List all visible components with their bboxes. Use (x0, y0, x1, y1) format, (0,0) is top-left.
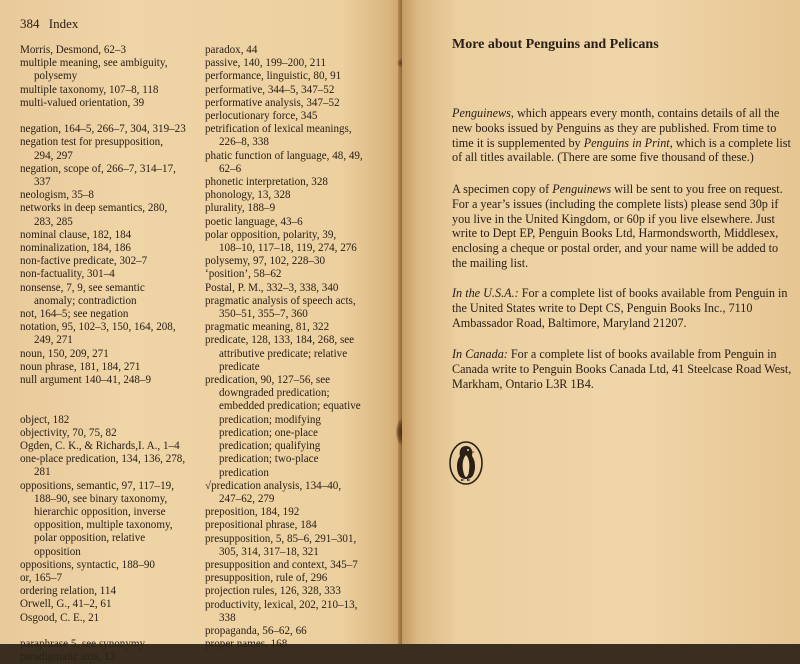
index-entry-continuation: 108–10, 117–18, 119, 274, 276 (219, 242, 357, 255)
index-entry: noun phrase, 181, 184, 271 (20, 360, 141, 373)
italic-lead: In Canada: (452, 347, 508, 361)
index-entry-continuation: anomaly; contradiction (34, 294, 137, 307)
index-entry-continuation: predication; two-place (219, 453, 319, 466)
index-entry: null argument 140–41, 248–9 (20, 374, 152, 387)
index-entry-continuation: 247–62, 279 (219, 492, 275, 505)
index-entry-continuation: predicate (219, 360, 260, 373)
index-entry: plurality, 188–9 (205, 202, 276, 215)
page-header (20, 16, 78, 32)
index-entry-continuation: 338 (219, 611, 236, 624)
index-entry: nominal clause, 182, 184 (20, 228, 132, 241)
index-entry: notation, 95, 102–3, 150, 164, 208, (20, 321, 176, 334)
paragraph-text: will be sent to you free on request. For a year’s issues (including the complete lists) please send 30p if you live in the United Kingdom, or 60p if you live elsewhere. Just write to Dept EP, Penguin Books Ltd, Harmondsworth, Middlesex, enclosing a cheque or postal order, and your name will be added to the mailing list. (452, 182, 783, 270)
index-entry: presupposition and context, 345–7 (205, 558, 358, 571)
index-entry: presupposition, 5, 85–6, 291–301, (205, 532, 357, 545)
index-entry: multiple taxonomy, 107–8, 118 (20, 83, 159, 96)
paragraph-specimen (452, 182, 792, 271)
index-entry: ordering relation, 114 (20, 585, 117, 598)
index-gap (20, 110, 206, 123)
index-entry-continuation: 294, 297 (34, 149, 73, 162)
index-entry: multi-valued orientation, 39 (20, 96, 145, 109)
index-entry: oppositions, semantic, 97, 117–19, (20, 479, 174, 492)
index-entry: ‘position’, 58–62 (205, 268, 282, 281)
index-entry-continuation: 337 (34, 176, 51, 189)
index-entry: √predication analysis, 134–40, (205, 479, 342, 492)
index-entry-continuation: predication; one-place (219, 426, 318, 439)
index-column-2 (205, 44, 395, 651)
paragraph-canada (452, 347, 792, 391)
index-entry-continuation: 283, 285 (34, 215, 73, 228)
index-entry-continuation: 350–51, 355–7, 360 (219, 308, 308, 321)
index-entry: performance, linguistic, 80, 91 (205, 70, 342, 83)
index-entry: Orwell, G., 41–2, 61 (20, 598, 112, 611)
index-entry-continuation: downgraded predication; (219, 387, 330, 400)
index-entry: polar opposition, polarity, 39, (205, 228, 337, 241)
paragraph-penguinews (452, 106, 792, 165)
index-entry: nonsense, 7, 9, see semantic (20, 281, 145, 294)
index-entry: negation test for presupposition, (20, 136, 163, 149)
index-entry: polysemy, 97, 102, 228–30 (205, 255, 326, 268)
index-entry: or, 165–7 (20, 572, 63, 585)
index-entry: pragmatic analysis of speech acts, (205, 294, 356, 307)
index-entry: Postal, P. M., 332–3, 338, 340 (205, 281, 339, 294)
paragraph-text: For a complete list of books available from Penguin in the United States write to Dept CS, Penguin Books Inc., 7110 Ambassador Road, Baltimore, Maryland 21207. (452, 286, 788, 330)
index-entry: proper names, 168 (205, 638, 288, 651)
index-entry: paradox, 44 (205, 44, 258, 56)
index-entry: multiple meaning, see ambiguity, (20, 57, 168, 70)
index-entry: performative analysis, 347–52 (205, 96, 340, 109)
index-entry-continuation: embedded predication; equative (219, 400, 361, 413)
italic-title: Penguinews (452, 106, 511, 120)
index-entry-continuation: attributive predicate; relative (219, 347, 348, 360)
paragraph-text: , which appears every month, contains details of all the new books issued by Penguins as they are published. From time to time it is supplemented by (452, 106, 780, 150)
index-gap (20, 400, 206, 413)
index-entry: phonetic interpretation, 328 (205, 176, 328, 189)
italic-title: Penguins in Print (583, 135, 670, 150)
index-entry: passive, 140, 199–200, 211 (205, 57, 326, 70)
index-entry: phatic function of language, 48, 49, (205, 149, 363, 162)
index-entry: non-factive predicate, 302–7 (20, 255, 148, 268)
paragraph-text: , which is a complete list of all titles available. (There are some five thousand of these.) (452, 135, 791, 165)
index-entry: predication, 90, 127–56, see (205, 374, 331, 387)
index-entry: predicate, 128, 133, 184, 268, see (205, 334, 355, 347)
index-entry: Morris, Desmond, 62–3 (20, 44, 127, 56)
page-number: 384 (20, 16, 40, 31)
index-entry-continuation: hierarchic opposition, inverse (34, 506, 166, 519)
index-entry-continuation: predication; modifying (219, 413, 321, 426)
index-entry: negation, 164–5, 266–7, 304, 319–23 (20, 123, 186, 136)
index-entry-continuation: polysemy (34, 70, 78, 83)
index-entry: petrification of lexical meanings, (205, 123, 352, 136)
index-entry: one-place predication, 134, 136, 278, (20, 453, 186, 466)
index-entry: phonology, 13, 328 (205, 189, 291, 202)
index-entry-continuation: predication (219, 466, 269, 479)
index-column-1 (20, 44, 206, 664)
index-entry-continuation: opposition, multiple taxonomy, (34, 519, 173, 532)
index-entry-continuation: 226–8, 338 (219, 136, 269, 149)
index-entry: Osgood, C. E., 21 (20, 611, 100, 624)
paragraph-text: A specimen copy of (452, 182, 553, 196)
paragraph-text: For a complete list of books available from Penguin in Canada write to Penguin Books Canada Ltd, 41 Steelcase Road West, Markham, Ontario L3R 1B4. (452, 347, 792, 391)
index-entry-continuation: opposition (34, 545, 81, 558)
index-entry: neologism, 35–8 (20, 189, 94, 202)
index-entry: perlocutionary force, 345 (205, 110, 318, 123)
index-entry-continuation: predication; qualifying (219, 440, 321, 453)
penguin-logo-icon (448, 440, 484, 486)
index-entry: noun, 150, 209, 271 (20, 347, 109, 360)
index-entry: performative, 344–5, 347–52 (205, 83, 335, 96)
index-entry: prepositional phrase, 184 (205, 519, 317, 532)
index-entry: objectivity, 70, 75, 82 (20, 426, 117, 439)
index-entry: productivity, lexical, 202, 210–13, (205, 598, 358, 611)
running-head: Index (48, 16, 79, 31)
index-entry: nominalization, 184, 186 (20, 242, 131, 255)
index-entry-continuation: polar opposition, relative (34, 532, 146, 545)
index-entry-continuation: 62–6 (219, 162, 242, 175)
index-entry: poetic language, 43–6 (205, 215, 303, 228)
ad-title: More about Penguins and Pelicans (452, 37, 659, 52)
index-entry-continuation: 188–90, see binary taxonomy, (34, 492, 168, 505)
paragraph-usa (452, 286, 792, 330)
index-entry-continuation: 249, 271 (34, 334, 73, 347)
index-entry: projection rules, 126, 328, 333 (205, 585, 341, 598)
index-entry: object, 182 (20, 413, 70, 426)
index-gap (20, 387, 206, 400)
italic-title: Penguinews (552, 182, 612, 196)
index-entry: presupposition, rule of, 296 (205, 572, 328, 585)
index-entry: paraphrase 5, see synonymy (20, 638, 146, 651)
index-entry-continuation: 305, 314, 317–18, 321 (219, 545, 319, 558)
index-entry: non-factuality, 301–4 (20, 268, 115, 281)
index-entry: oppositions, syntactic, 188–90 (20, 558, 155, 571)
index-entry: propaganda, 56–62, 66 (205, 624, 307, 637)
index-gap (20, 625, 206, 638)
index-entry: negation, scope of, 266–7, 314–17, (20, 162, 176, 175)
index-entry: networks in deep semantics, 280, (20, 202, 168, 215)
index-entry: preposition, 184, 192 (205, 506, 300, 519)
index-entry: pragmatic meaning, 81, 322 (205, 321, 330, 334)
index-entry: paradigmatic axis, 12 (20, 651, 116, 664)
italic-lead: In the U.S.A.: (452, 286, 519, 300)
index-entry-continuation: 281 (34, 466, 51, 479)
index-entry: Ogden, C. K., & Richards,I. A., 1–4 (20, 440, 180, 453)
index-entry: not, 164–5; see negation (20, 308, 129, 321)
